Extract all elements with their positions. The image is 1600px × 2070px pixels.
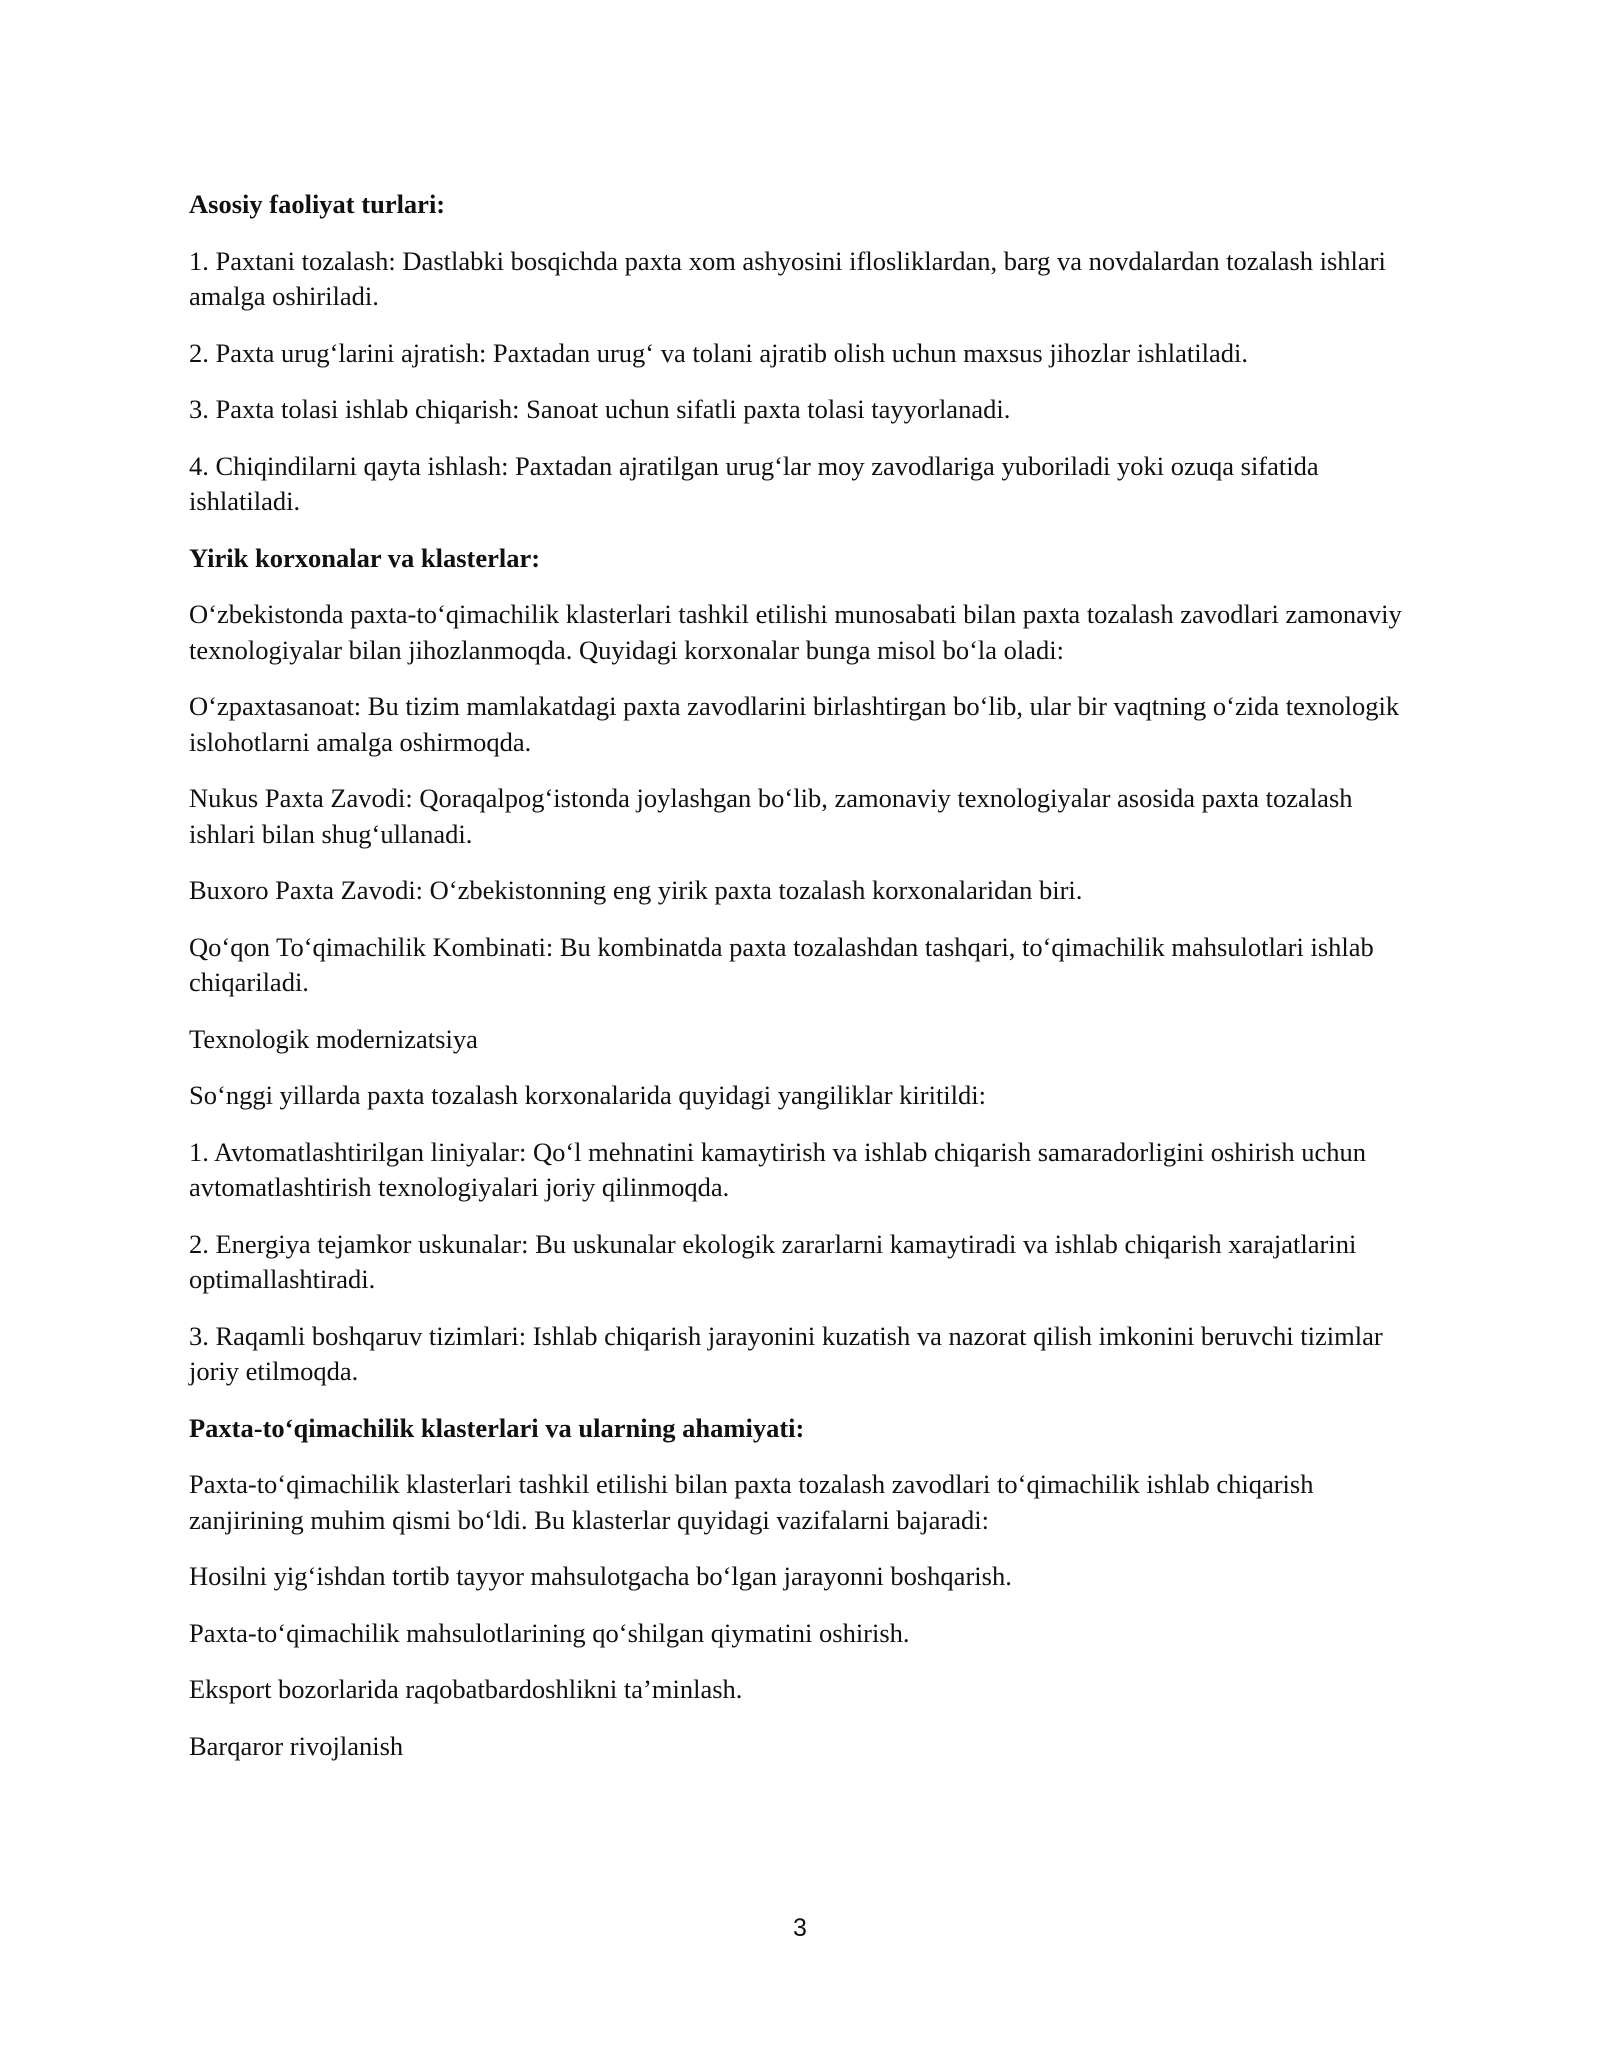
body-paragraph: Paxta-to‘qimachilik klasterlari tashkil etilishi bilan paxta tozalash zavodlari to‘qimachilik ishlab chiqarish zanjirining muhim qismi bo‘ldi. Bu klasterlar quyidagi vazifalarni bajaradi: xyxy=(189,1469,1314,1535)
body-paragraph: Qo‘qon To‘qimachilik Kombinati: Bu kombinatda paxta tozalashdan tashqari, to‘qimachilik mahsulotlari ishlab chiqariladi. xyxy=(189,931,1374,997)
list-item: 4. Chiqindilarni qayta ishlash: Paxtadan ajratilgan urug‘lar moy zavodlariga yuboriladi yoki ozuqa sifatida ishlatiladi. xyxy=(189,450,1319,516)
page-body xyxy=(189,187,1421,1785)
list-item: 2. Energiya tejamkor uskunalar: Bu uskunalar ekologik zararlarni kamaytiradi va ishlab chiqarish xarajatlarini optimallashtiradi. xyxy=(189,1228,1357,1294)
section-heading: Asosiy faoliyat turlari: xyxy=(189,189,446,219)
subsection-title: Barqaror rivojlanish xyxy=(189,1730,404,1761)
body-paragraph: O‘zbekistonda paxta-to‘qimachilik klasterlari tashkil etilishi munosabati bilan paxta tozalash zavodlari zamonaviy texnologiyalar bilan jihozlanmoqda. Quyidagi korxonalar bunga misol bo‘la oladi: xyxy=(189,599,1402,665)
list-item: 1. Avtomatlashtirilgan liniyalar: Qo‘l mehnatini kamaytirish va ishlab chiqarish samaradorligini oshirish uchun avtomatlashtirish texnologiyalari joriy qilinmoqda. xyxy=(189,1136,1367,1202)
page-number: 3 xyxy=(793,1914,807,1942)
body-paragraph: Nukus Paxta Zavodi: Qoraqalpog‘istonda joylashgan bo‘lib, zamonaviy texnologiyalar asosida paxta tozalash ishlari bilan shug‘ullanadi. xyxy=(189,783,1353,849)
body-paragraph: Eksport bozorlarida raqobatbardoshlikni ta’minlash. xyxy=(189,1674,743,1704)
list-item: 2. Paxta urug‘larini ajratish: Paxtadan urug‘ va tolani ajratib olish uchun maxsus jihozlar ishlatiladi. xyxy=(189,337,1249,368)
subsection-title: Texnologik modernizatsiya xyxy=(189,1023,478,1054)
list-item: 3. Paxta tolasi ishlab chiqarish: Sanoat uchun sifatli paxta tolasi tayyorlanadi. xyxy=(189,394,1011,424)
list-item: 3. Raqamli boshqaruv tizimlari: Ishlab chiqarish jarayonini kuzatish va nazorat qilish imkonini beruvchi tizimlar joriy etilmoqda. xyxy=(189,1320,1383,1386)
body-paragraph: Buxoro Paxta Zavodi: O‘zbekistonning eng yirik paxta tozalash korxonalaridan biri. xyxy=(189,875,1083,905)
section-heading: Paxta-to‘qimachilik klasterlari va ularning ahamiyati: xyxy=(189,1412,805,1443)
list-item: 1. Paxtani tozalash: Dastlabki bosqichda paxta xom ashyosini iflosliklardan, barg va novdalardan tozalash ishlari amalga oshiriladi. xyxy=(189,245,1386,311)
body-paragraph: Paxta-to‘qimachilik mahsulotlarining qo‘shilgan qiymatini oshirish. xyxy=(189,1617,910,1648)
body-paragraph: O‘zpaxtasanoat: Bu tizim mamlakatdagi paxta zavodlarini birlashtirgan bo‘lib, ular bir vaqtning o‘zida texnologik islohotlarni amalga oshirmoqda. xyxy=(189,691,1400,757)
body-paragraph: Hosilni yig‘ishdan tortib tayyor mahsulotgacha bo‘lgan jarayonni boshqarish. xyxy=(189,1561,1012,1591)
body-paragraph: So‘nggi yillarda paxta tozalash korxonalarida quyidagi yangiliklar kiritildi: xyxy=(189,1080,987,1110)
section-heading: Yirik korxonalar va klasterlar: xyxy=(189,542,541,573)
